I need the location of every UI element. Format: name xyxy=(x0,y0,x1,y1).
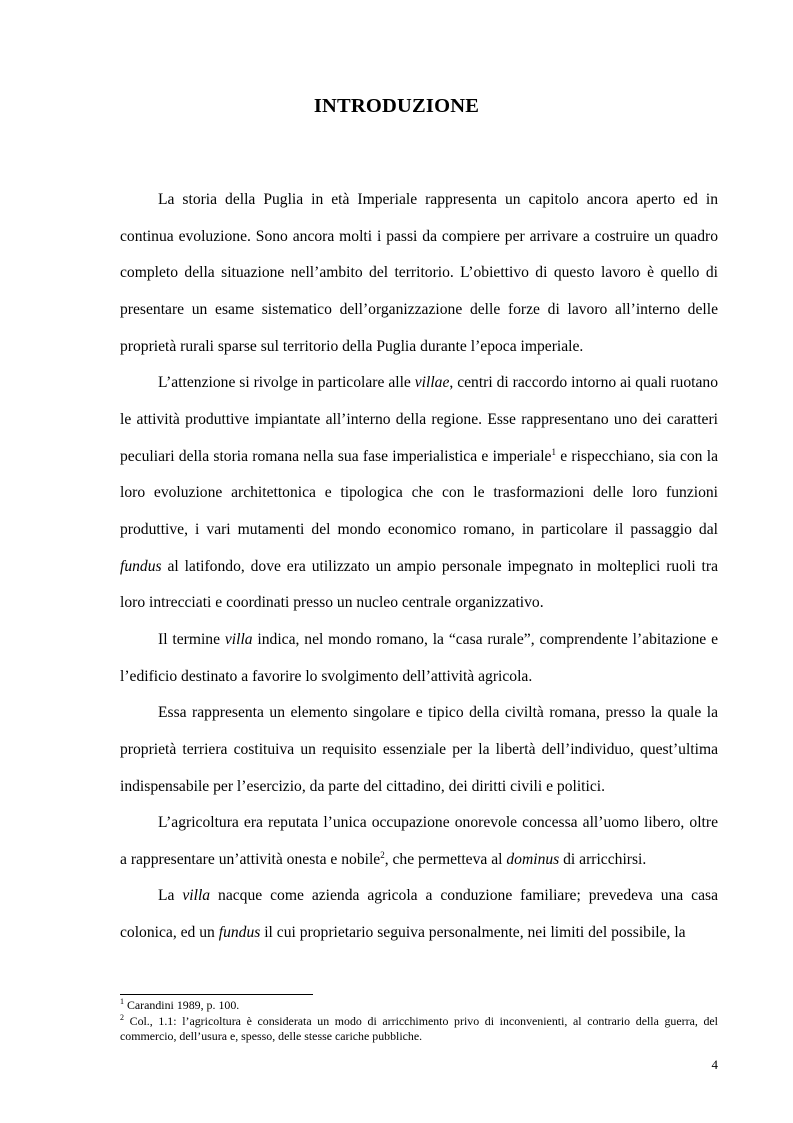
footnote-1: $^1$ Carandini 1989, p. 100. xyxy=(120,997,240,1012)
term-villa: villa xyxy=(224,630,253,648)
footnote-number: 2 xyxy=(120,1012,124,1022)
footnote-ref-1[interactable]: 1 xyxy=(551,446,556,457)
page-title: INTRODUZIONE xyxy=(313,95,480,117)
paragraph-6: La villa nacque come azienda agricola a conduzione familiare; prevedeva una casa colonica, ed un fundus il cui proprietario seguiva personalmente, nei limiti del possibile, la xyxy=(120,887,718,942)
term-villa: villa xyxy=(182,887,211,905)
paragraph-4: Essa rappresenta un elemento singolare e tipico della civiltà romana, presso la quale la proprietà terriera costituiva un requisito essenziale per la libertà dell’individuo, quest’ultima indispensabile per l’esercizio, da parte del cittadino, dei diritti civili e politici. xyxy=(120,704,718,795)
term-dominus: dominus xyxy=(506,850,560,868)
footnote-separator xyxy=(120,994,313,995)
paragraph-1: La storia della Puglia in età Imperiale rappresenta un capitolo ancora aperto ed in continua evoluzione. Sono ancora molti i passi da compiere per arrivare a costruire un quadro completo della situazione nell’ambito del territorio. L’obiettivo di questo lavoro è quello di presentare un esame sistematico dell’organizzazione delle forze di lavoro all’interno delle proprietà rurali sparse sul territorio della Puglia durante l’epoca imperiale. xyxy=(120,191,718,355)
footnote-ref-2[interactable]: 2 xyxy=(380,849,385,860)
term-fundus: fundus xyxy=(218,924,261,942)
body-text xyxy=(120,182,718,952)
footnotes xyxy=(120,998,718,1045)
term-fundus: fundus xyxy=(120,557,162,575)
term-villae: villae xyxy=(414,374,450,392)
footnote-2: $^2$ Col., 1.1: l’agricoltura è considerata un modo di arricchimento privo di inconvenienti, al contrario della guerra, del commercio, dell’usura e, spesso, delle stesse cariche pubbliche. xyxy=(120,1012,718,1043)
page-number: 4 xyxy=(711,1057,718,1072)
paragraph-3: Il termine villa indica, nel mondo romano, la “casa rurale”, comprendente l’abitazione e l’edificio destinato a favorire lo svolgimento dell’attività agricola. xyxy=(120,630,718,685)
paragraph-5: L’agricoltura era reputata l’unica occupazione onorevole concessa all’uomo libero, oltre a rappresentare un’attività onesta e nobile$^2$, che permetteva al dominus di arricchirsi. xyxy=(120,814,718,868)
footnote-number: 1 xyxy=(120,997,124,1007)
paragraph-2: L’attenzione si rivolge in particolare alle villae, centri di raccordo intorno ai quali ruotano le attività produttive impiantate all’interno della regione. Esse rappresentano uno dei caratteri peculiari della storia romana nella sua fase imperialistica e imperiale$^1$ e rispecchiano, sia con la loro evoluzione architettonica e tipologica che con le trasformazioni delle loro funzioni produttive, i vari mutamenti del mondo economico romano, in particolare il passaggio dal fundus al latifondo, dove era utilizzato un ampio personale impegnato in molteplici ruoli tra loro intrecciati e coordinati presso un nucleo centrale organizzativo. xyxy=(120,374,719,612)
